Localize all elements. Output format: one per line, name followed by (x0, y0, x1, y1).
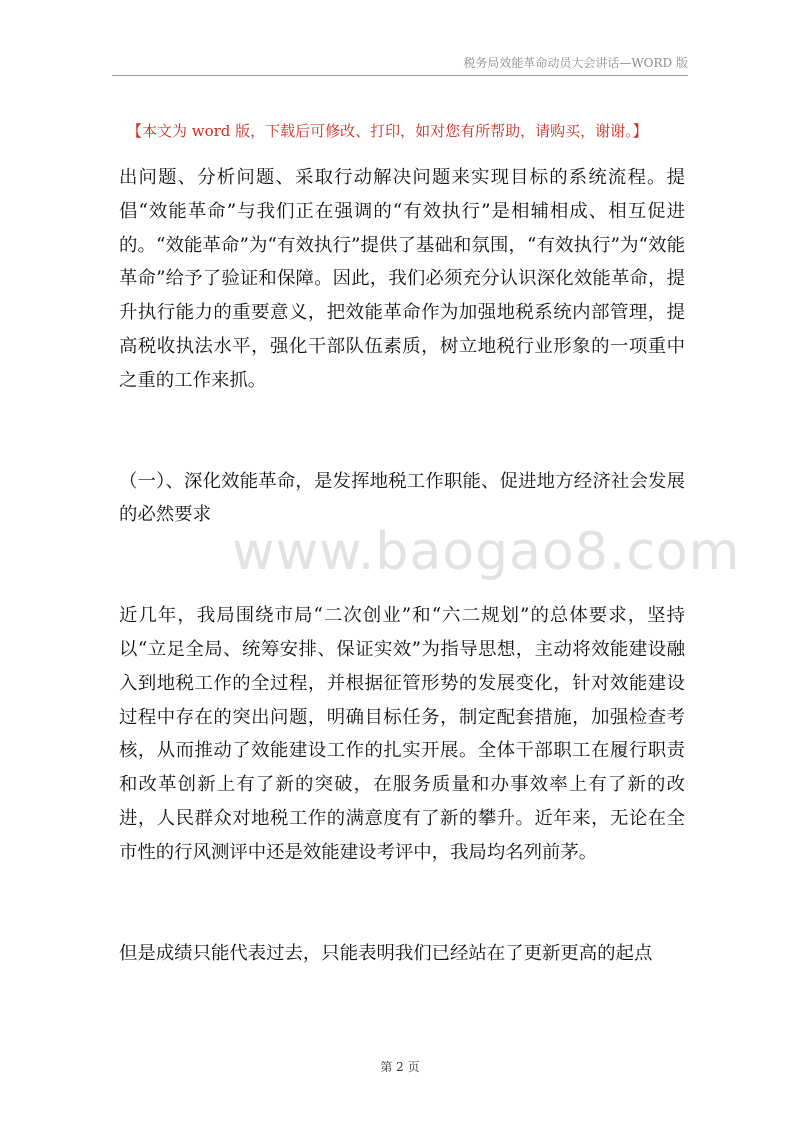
header-divider (112, 75, 688, 76)
page-number: 第 2 页 (380, 1060, 420, 1074)
download-notice: 【本文为 word 版，下载后可修改、打印，如对您有所帮助，请购买，谢谢。】 (127, 122, 648, 140)
body-paragraph-2: 近几年，我局围绕市局“二次创业”和“六二规划”的总体要求，坚持以“立足全局、统筹安排、保证实效”为指导思想，主动将效能建设融入到地税工作的全过程，并根据征管形势的发展变化，针对效能建设过程中存在的突出问题，明确目标任务，制定配套措施，加强检查考核，从而推动了效能建设工作的扎实开展。全体干部职工在履行职责和改革创新上有了新的突破，在服务质量和办事效率上有了新的改进，人民群众对地税工作的满意度有了新的攀升。近年来，无论在全市性的行风测评中还是效能建设考评中，我局均名列前茅。 (119, 605, 685, 863)
body-paragraph-1: 出问题、分析问题、采取行动解决问题来实现目标的系统流程。提倡“效能革命”与我们正在强调的“有效执行”是相辅相成、相互促进的。“效能革命”为“有效执行”提供了基础和氛围，“有效执行”为“效能革命”给予了验证和保障。因此，我们必须充分认识深化效能革命，提升执行能力的重要意义，把效能革命作为加强地税系统内部管理，提高税收执法水平，强化干部队伍素质，树立地税行业形象的一项重中之重的工作来抓。 (119, 167, 685, 391)
document-body (119, 161, 685, 970)
section-heading: （一）、深化效能革命，是发挥地税工作职能、促进地方经济社会发展的必然要求 (119, 470, 685, 526)
site-watermark: www.baogao8.com (232, 522, 741, 582)
document-header-title: 税务局效能革命动员大会讲话—WORD 版 (463, 56, 688, 70)
body-paragraph-3: 但是成绩只能代表过去，只能表明我们已经站在了更新更高的起点 (119, 942, 653, 964)
